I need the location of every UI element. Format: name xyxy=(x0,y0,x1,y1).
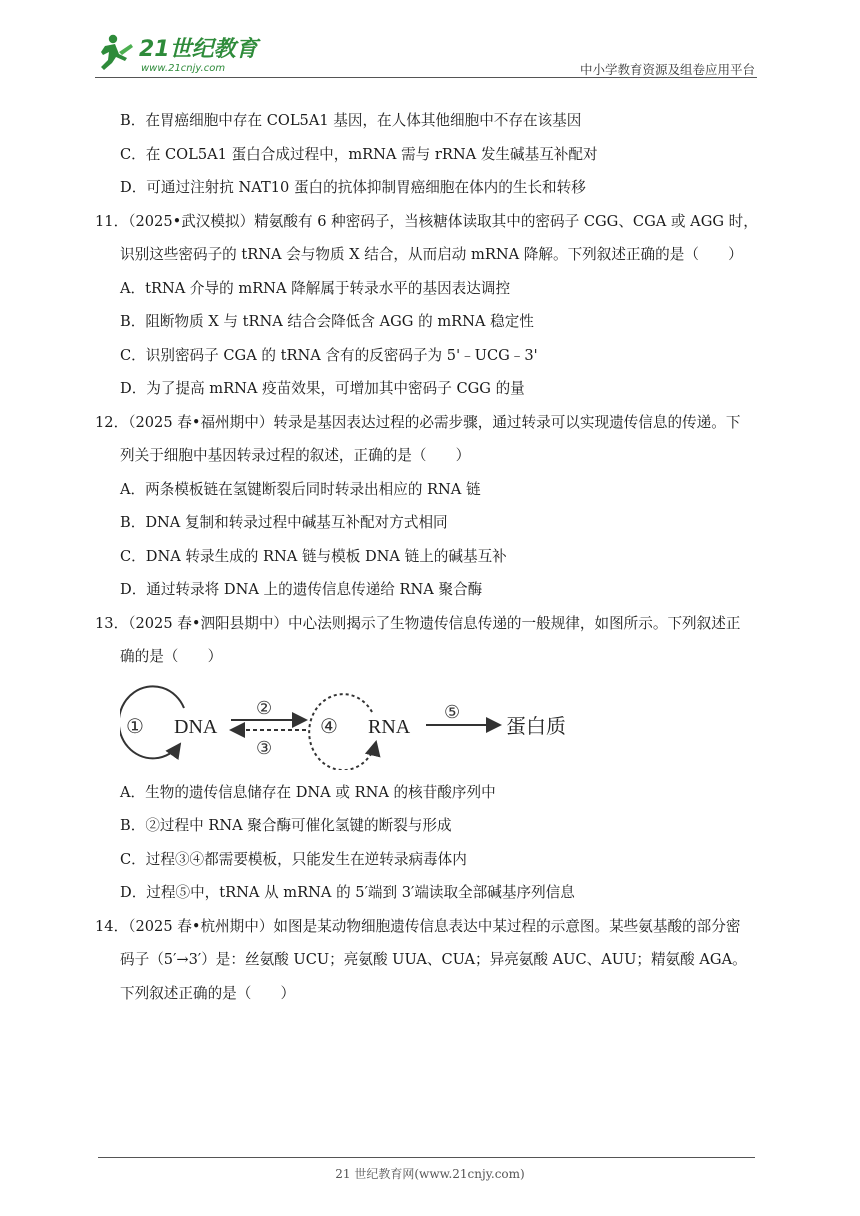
answer-option: B．阻断物质 X 与 tRNA 结合会降低含 AGG 的 mRNA 稳定性 xyxy=(120,313,534,330)
answer-option: A．两条模板链在氢键断裂后同时转录出相应的 RNA 链 xyxy=(120,480,481,498)
runner-icon xyxy=(101,35,133,70)
question-stem-continued: 下列叙述正确的是（ ） xyxy=(120,984,296,1002)
central-dogma-diagram xyxy=(120,678,566,770)
answer-option: C．过程③④都需要模板，只能发生在逆转录病毒体内 xyxy=(120,850,467,868)
answer-option: B．在胃癌细胞中存在 COL5A1 基因，在人体其他细胞中不存在该基因 xyxy=(120,112,582,129)
logo-text: 21世纪教育 xyxy=(139,37,258,62)
answer-option: D．为了提高 mRNA 疫苗效果，可增加其中密码子 CGG 的量 xyxy=(120,380,525,397)
label-process-3: ③ xyxy=(256,737,273,759)
question-stem-continued: 码子（5′→3′）是：丝氨酸 UCU；亮氨酸 UUA、CUA；异亮氨酸 AUC、AUU；精氨酸 AGA。 xyxy=(120,951,747,968)
page-footer: 21 世纪教育网(www.21cnjy.com) xyxy=(335,1167,525,1181)
label-process-5: ⑤ xyxy=(444,701,461,723)
question-stem: 13．（2025 春•泗阳县期中）中心法则揭示了生物遗传信息传递的一般规律，如图所示。下列叙述正 xyxy=(95,614,741,632)
question-stem: 14．（2025 春•杭州期中）如图是某动物细胞遗传信息表达中某过程的示意图。某些氨基酸的部分密 xyxy=(95,917,741,935)
question-stem-continued: 列关于细胞中基因转录过程的叙述，正确的是（ ） xyxy=(120,447,471,464)
footer-divider xyxy=(98,1157,755,1158)
platform-name: 中小学教育资源及组卷应用平台 xyxy=(579,62,755,77)
answer-option: C．DNA 转录生成的 RNA 链与模板 DNA 链上的碱基互补 xyxy=(120,547,507,565)
answer-option: B．②过程中 RNA 聚合酶可催化氢键的断裂与形成 xyxy=(120,817,452,834)
label-process-1: ① xyxy=(126,713,144,738)
question-stem: 12．（2025 春•福州期中）转录是基因表达过程的必需步骤，通过转录可以实现遗传信息的传递。下 xyxy=(95,413,741,431)
answer-option: A．生物的遗传信息储存在 DNA 或 RNA 的核苷酸序列中 xyxy=(120,783,496,801)
question-stem-continued: 识别这些密码子的 tRNA 会与物质 X 结合，从而启动 mRNA 降解。下列叙述正确的是（ ） xyxy=(120,246,743,263)
answer-option: D．通过转录将 DNA 上的遗传信息传递给 RNA 聚合酶 xyxy=(120,581,483,598)
answer-option: C．在 COL5A1 蛋白合成过程中，mRNA 需与 rRNA 发生碱基互补配对 xyxy=(120,145,598,163)
question-stem: 11．（2025•武汉模拟）精氨酸有 6 种密码子，当核糖体读取其中的密码子 CGG、CGA 或 AGG 时， xyxy=(95,212,758,230)
question-stem-continued: 确的是（ ） xyxy=(120,648,223,665)
label-dna: DNA xyxy=(174,715,218,738)
answer-option: B．DNA 复制和转录过程中碱基互补配对方式相同 xyxy=(120,514,448,531)
answer-option: A．tRNA 介导的 mRNA 降解属于转录水平的基因表达调控 xyxy=(120,279,511,297)
answer-option: C．识别密码子 CGA 的 tRNA 含有的反密码子为 5'﹣UCG﹣3' xyxy=(120,346,538,364)
label-protein: 蛋白质 xyxy=(506,713,566,738)
label-rna: RNA xyxy=(368,715,411,738)
question-content xyxy=(95,104,762,1010)
answer-option: D．过程⑤中，tRNA 从 mRNA 的 5′端到 3′端读取全部碱基序列信息 xyxy=(120,884,575,901)
label-process-4: ④ xyxy=(320,713,338,738)
answer-option: D．可通过注射抗 NAT10 蛋白的抗体抑制胃癌细胞在体内的生长和转移 xyxy=(120,179,586,196)
header-divider xyxy=(95,77,757,78)
label-process-2: ② xyxy=(256,697,273,719)
site-logo xyxy=(95,30,265,78)
page-header xyxy=(95,30,757,80)
logo-url: www.21cnjy.com xyxy=(141,63,226,74)
